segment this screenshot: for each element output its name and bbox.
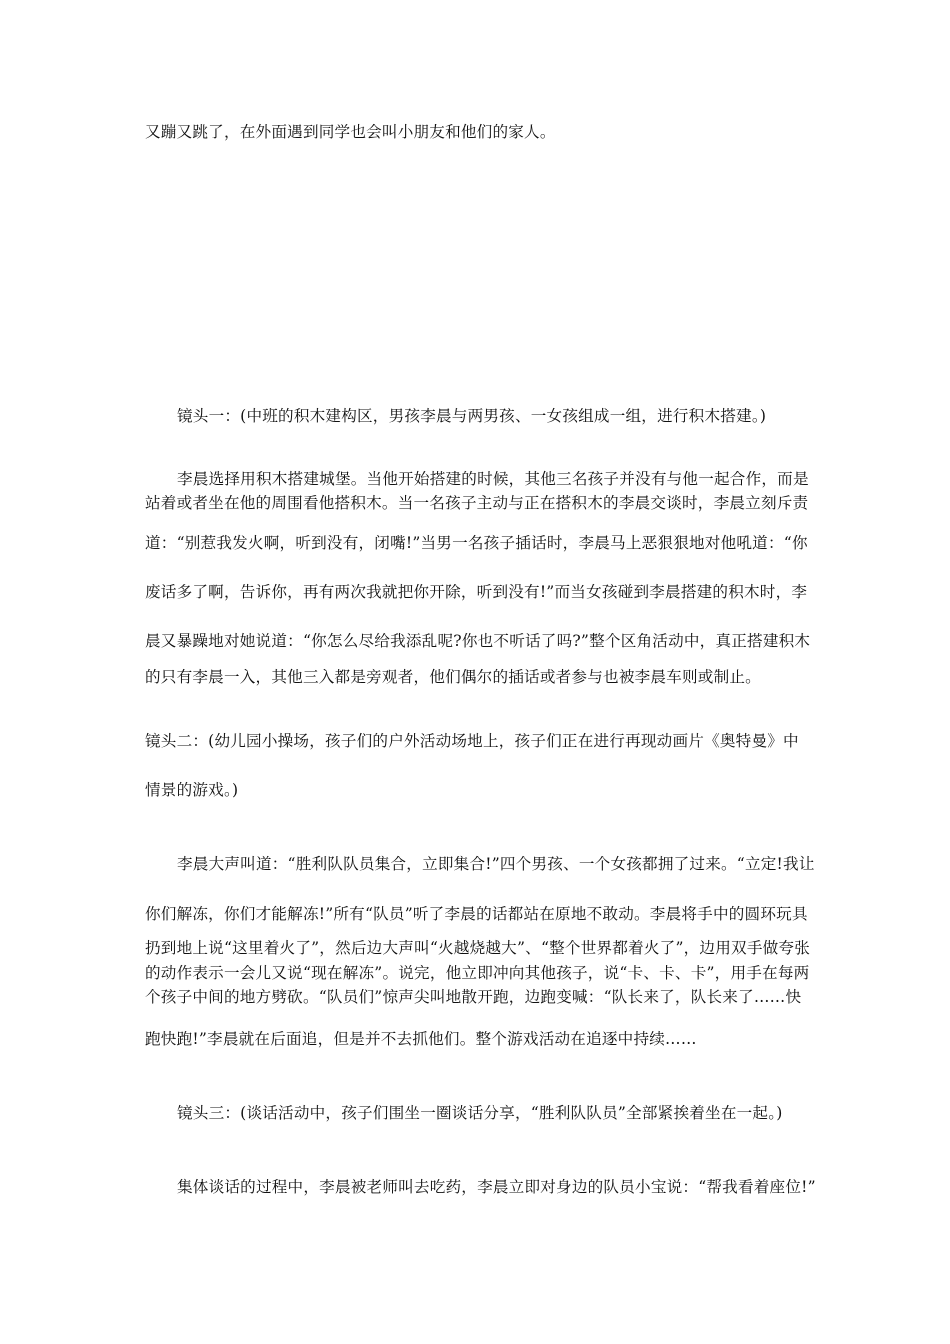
scene3-heading: 镜头三：(谈话活动中，孩子们围坐一圈谈话分享，“胜利队队员”全部紧挨着坐在一起。) [177,1104,783,1122]
paragraph-line: 废话多了啊，告诉你，再有两次我就把你开除，听到没有!”而当女孩碰到李晨搭建的积木时，李 [145,583,808,601]
paragraph-line: 扔到地上说“这里着火了”，然后边大声叫“火越烧越大”、“整个世界都着火了”，边用双手做夸张 [145,939,810,957]
paragraph-line: 李晨选择用积木搭建城堡。当他开始搭建的时候，其他三名孩子并没有与他一起合作，而是 [177,470,809,488]
scene2-heading: 情景的游戏。) [145,781,239,799]
scene2-heading: 镜头二：(幼儿园小操场，孩子们的户外活动场地上，孩子们正在进行再现动画片《奥特曼》中 [145,732,799,750]
paragraph-line: 的动作表示一会儿又说“现在解冻”。说完，他立即冲向其他孩子，说“卡、卡、卡”，用手在每两 [145,964,810,982]
paragraph-line: 站着或者坐在他的周围看他搭积木。当一名孩子主动与正在搭积木的李晨交谈时，李晨立刻斥责 [145,494,809,512]
scene1-heading: 镜头一：(中班的积木建构区，男孩李晨与两男孩、一女孩组成一组，进行积木搭建。) [177,407,767,425]
paragraph-line: 道：“别惹我发火啊，听到没有，闭嘴!”当男一名孩子插话时，李晨马上恶狠狠地对他吼道：“你 [145,534,808,552]
paragraph-line: 的只有李晨一入，其他三入都是旁观者，他们偶尔的插话或者参与也被李晨车则或制止。 [145,668,761,686]
paragraph-line: 李晨大声叫道：“胜利队队员集合，立即集合!”四个男孩、一个女孩都拥了过来。“立定!我让 [177,855,815,873]
paragraph-line: 你们解冻，你们才能解冻!”所有“队员”听了李晨的话都站在原地不敢动。李晨将手中的圆环玩具 [145,905,808,923]
paragraph-line: 集体谈话的过程中，李晨被老师叫去吃药，李晨立即对身边的队员小宝说：“帮我看着座位!” [177,1178,816,1196]
paragraph-line: 又蹦又跳了，在外面遇到同学也会叫小朋友和他们的家人。 [145,123,556,141]
paragraph-line: 晨又暴躁地对她说道：“你怎么尽给我添乱呢?你也不听话了吗?”整个区角活动中，真正搭建积木 [145,632,811,650]
paragraph-line: 跑快跑!”李晨就在后面追，但是并不去抓他们。整个游戏活动在追逐中持续…… [145,1030,697,1048]
paragraph-line: 个孩子中间的地方劈砍。“队员们”惊声尖叫地散开跑，边跑变喊：“队长来了，队长来了……快 [145,988,802,1006]
